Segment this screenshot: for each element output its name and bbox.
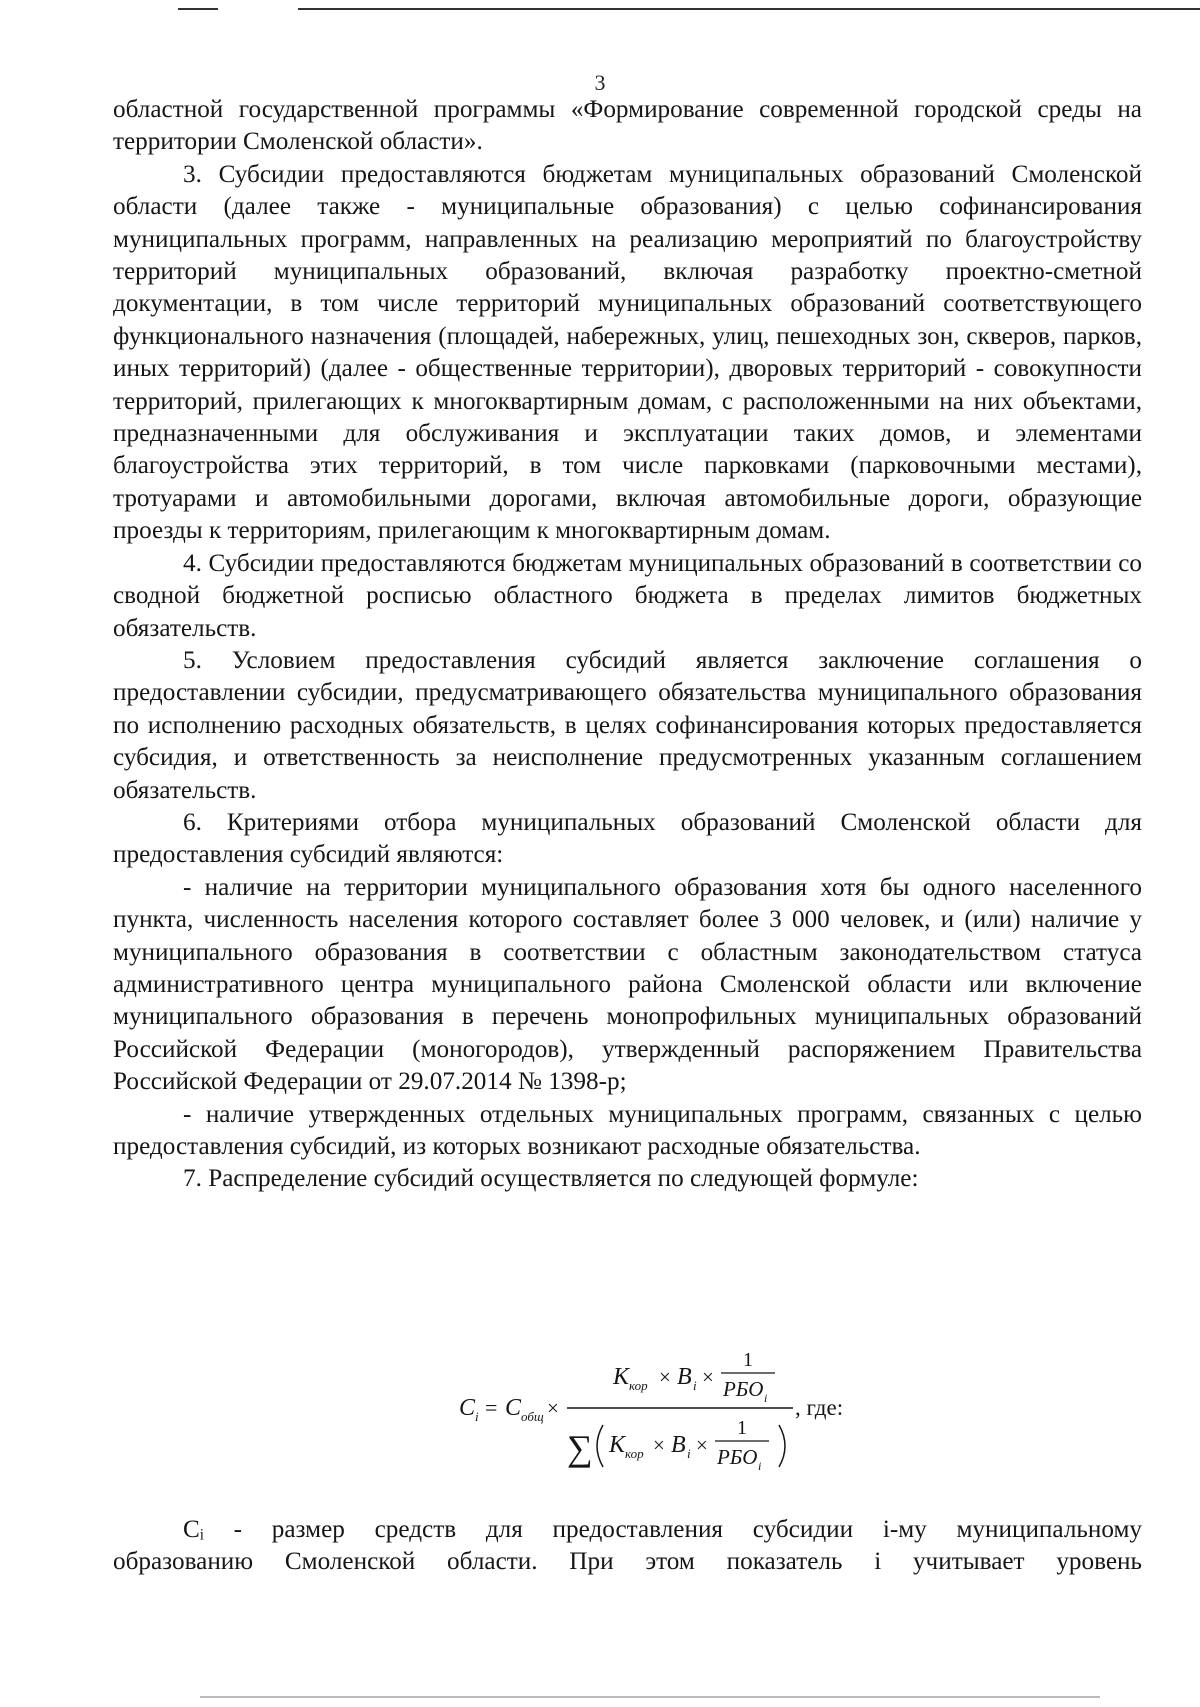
formula-total: C xyxy=(505,1395,522,1421)
formula-sum: ∑ xyxy=(567,1428,593,1468)
paragraph: 3. Субсидии предоставляются бюджетам муниципальных образований Смоленской области (далее также - муниципальные образования) с целью софинансирования муниципальных программ, направленных на реализацию мероприятий по благоустройству территорий муниципальных образований, включая разработку проектно-сметной документации, в том числе территорий муниципальных образований соответствующего функционального назначения (площадей, набережных, улиц, пешеходных зон, скверов, парков, иных территорий) (далее - общественные территории), дворовых территорий - совокупности территорий, прилегающих к многоквартирным домам, с расположенными на них объектами, предназначенными для обслуживания и эксплуатации таких домов, и элементами благоустройства этих территорий, в том числе парковками (парковочными местами), тротуарами и автомобильными дорогами, включая автомобильные дороги, образующие проезды к территориям, прилегающим к многоквартирным домам. xyxy=(113,160,1142,545)
formula-den-b-sub: i xyxy=(687,1446,691,1461)
formula-num-rbo: РБО xyxy=(723,1377,764,1401)
formula-den-rbo-sub: i xyxy=(758,1459,762,1473)
formula-graphic xyxy=(453,1336,873,1476)
formula-den-k-sub: кор xyxy=(625,1446,644,1461)
formula-lhs: C xyxy=(459,1395,476,1421)
distribution-formula xyxy=(0,1336,1200,1476)
scan-edge-line xyxy=(200,1696,1100,1698)
formula-equals: = xyxy=(485,1395,498,1420)
formula-num-rbo-sub: i xyxy=(764,1391,768,1405)
definition-line: образованию Смоленской области. При этом показатель i учитывает уровень xyxy=(113,1548,1142,1576)
formula-num-k: K xyxy=(613,1364,630,1390)
document-body xyxy=(113,94,1142,1196)
formula-den-b: B xyxy=(671,1432,686,1458)
formula-num-times2: × xyxy=(702,1365,714,1389)
formula-suffix: , где: xyxy=(795,1395,844,1420)
formula-num-one: 1 xyxy=(743,1349,753,1371)
paragraph: - наличие на территории муниципального образования хотя бы одного населенного пункта, численность населения которого составляет более 3 000 человек, и (или) наличие у муниципального образования в соответствии с областным законодательством статуса административного центра муниципального района Смоленской области или включение муниципального образования в перечень монопрофильных муниципальных образований Российской Федерации (моногородов), утвержденный распоряжением Правительства Российской Федерации от 29.07.2014 № 1398-р; xyxy=(113,873,1142,1096)
paragraph: 7. Распределение субсидий осуществляется по следующей формуле: xyxy=(183,1165,919,1193)
formula-lhs-sub: i xyxy=(475,1409,479,1424)
formula-paren-right xyxy=(779,1425,785,1467)
formula-paren-left xyxy=(597,1425,603,1467)
formula-num-times1: × xyxy=(659,1365,671,1389)
paragraph: 5. Условием предоставления субсидий является заключение соглашения о предоставлении субсидии, предусматривающего обязательства муниципального образования по исполнению расходных обязательств, в целях софинансирования которых предоставляется субсидия, и ответственность за неисполнение предусмотренных указанным соглашением обязательств. xyxy=(113,646,1142,804)
formula-den-times1: × xyxy=(653,1433,665,1457)
formula-den-one: 1 xyxy=(737,1417,747,1439)
definition-line: Cᵢ - размер средств для предоставления субсидии i-му муниципальному xyxy=(183,1516,1142,1543)
formula-den-rbo: РБО xyxy=(717,1445,758,1469)
paragraph: 6. Критериями отбора муниципальных образований Смоленской области для предоставления субсидий являются: xyxy=(113,808,1142,869)
definitions-body xyxy=(113,1514,1142,1579)
page-number: 3 xyxy=(594,70,606,95)
paragraph: - наличие утвержденных отдельных муниципальных программ, связанных с целью предоставления субсидий, из которых возникают расходные обязательства. xyxy=(113,1100,1142,1160)
formula-num-b-sub: i xyxy=(693,1378,697,1393)
paragraph: областной государственной программы «Формирование современной городской среды на территории Смоленской области». xyxy=(113,96,1142,156)
scan-edge-line xyxy=(178,8,218,10)
formula-num-k-sub: кор xyxy=(629,1378,648,1393)
formula-den-k: K xyxy=(609,1432,626,1458)
formula-times: × xyxy=(547,1396,559,1420)
formula-total-sub: общ xyxy=(521,1409,544,1424)
paragraph: 4. Субсидии предоставляются бюджетам муниципальных образований в соответствии со сводной бюджетной росписью областного бюджета в пределах лимитов бюджетных обязательств. xyxy=(113,549,1142,642)
formula-den-times2: × xyxy=(696,1433,708,1457)
scan-edge-line xyxy=(298,8,1200,10)
formula-num-b: B xyxy=(677,1364,692,1390)
